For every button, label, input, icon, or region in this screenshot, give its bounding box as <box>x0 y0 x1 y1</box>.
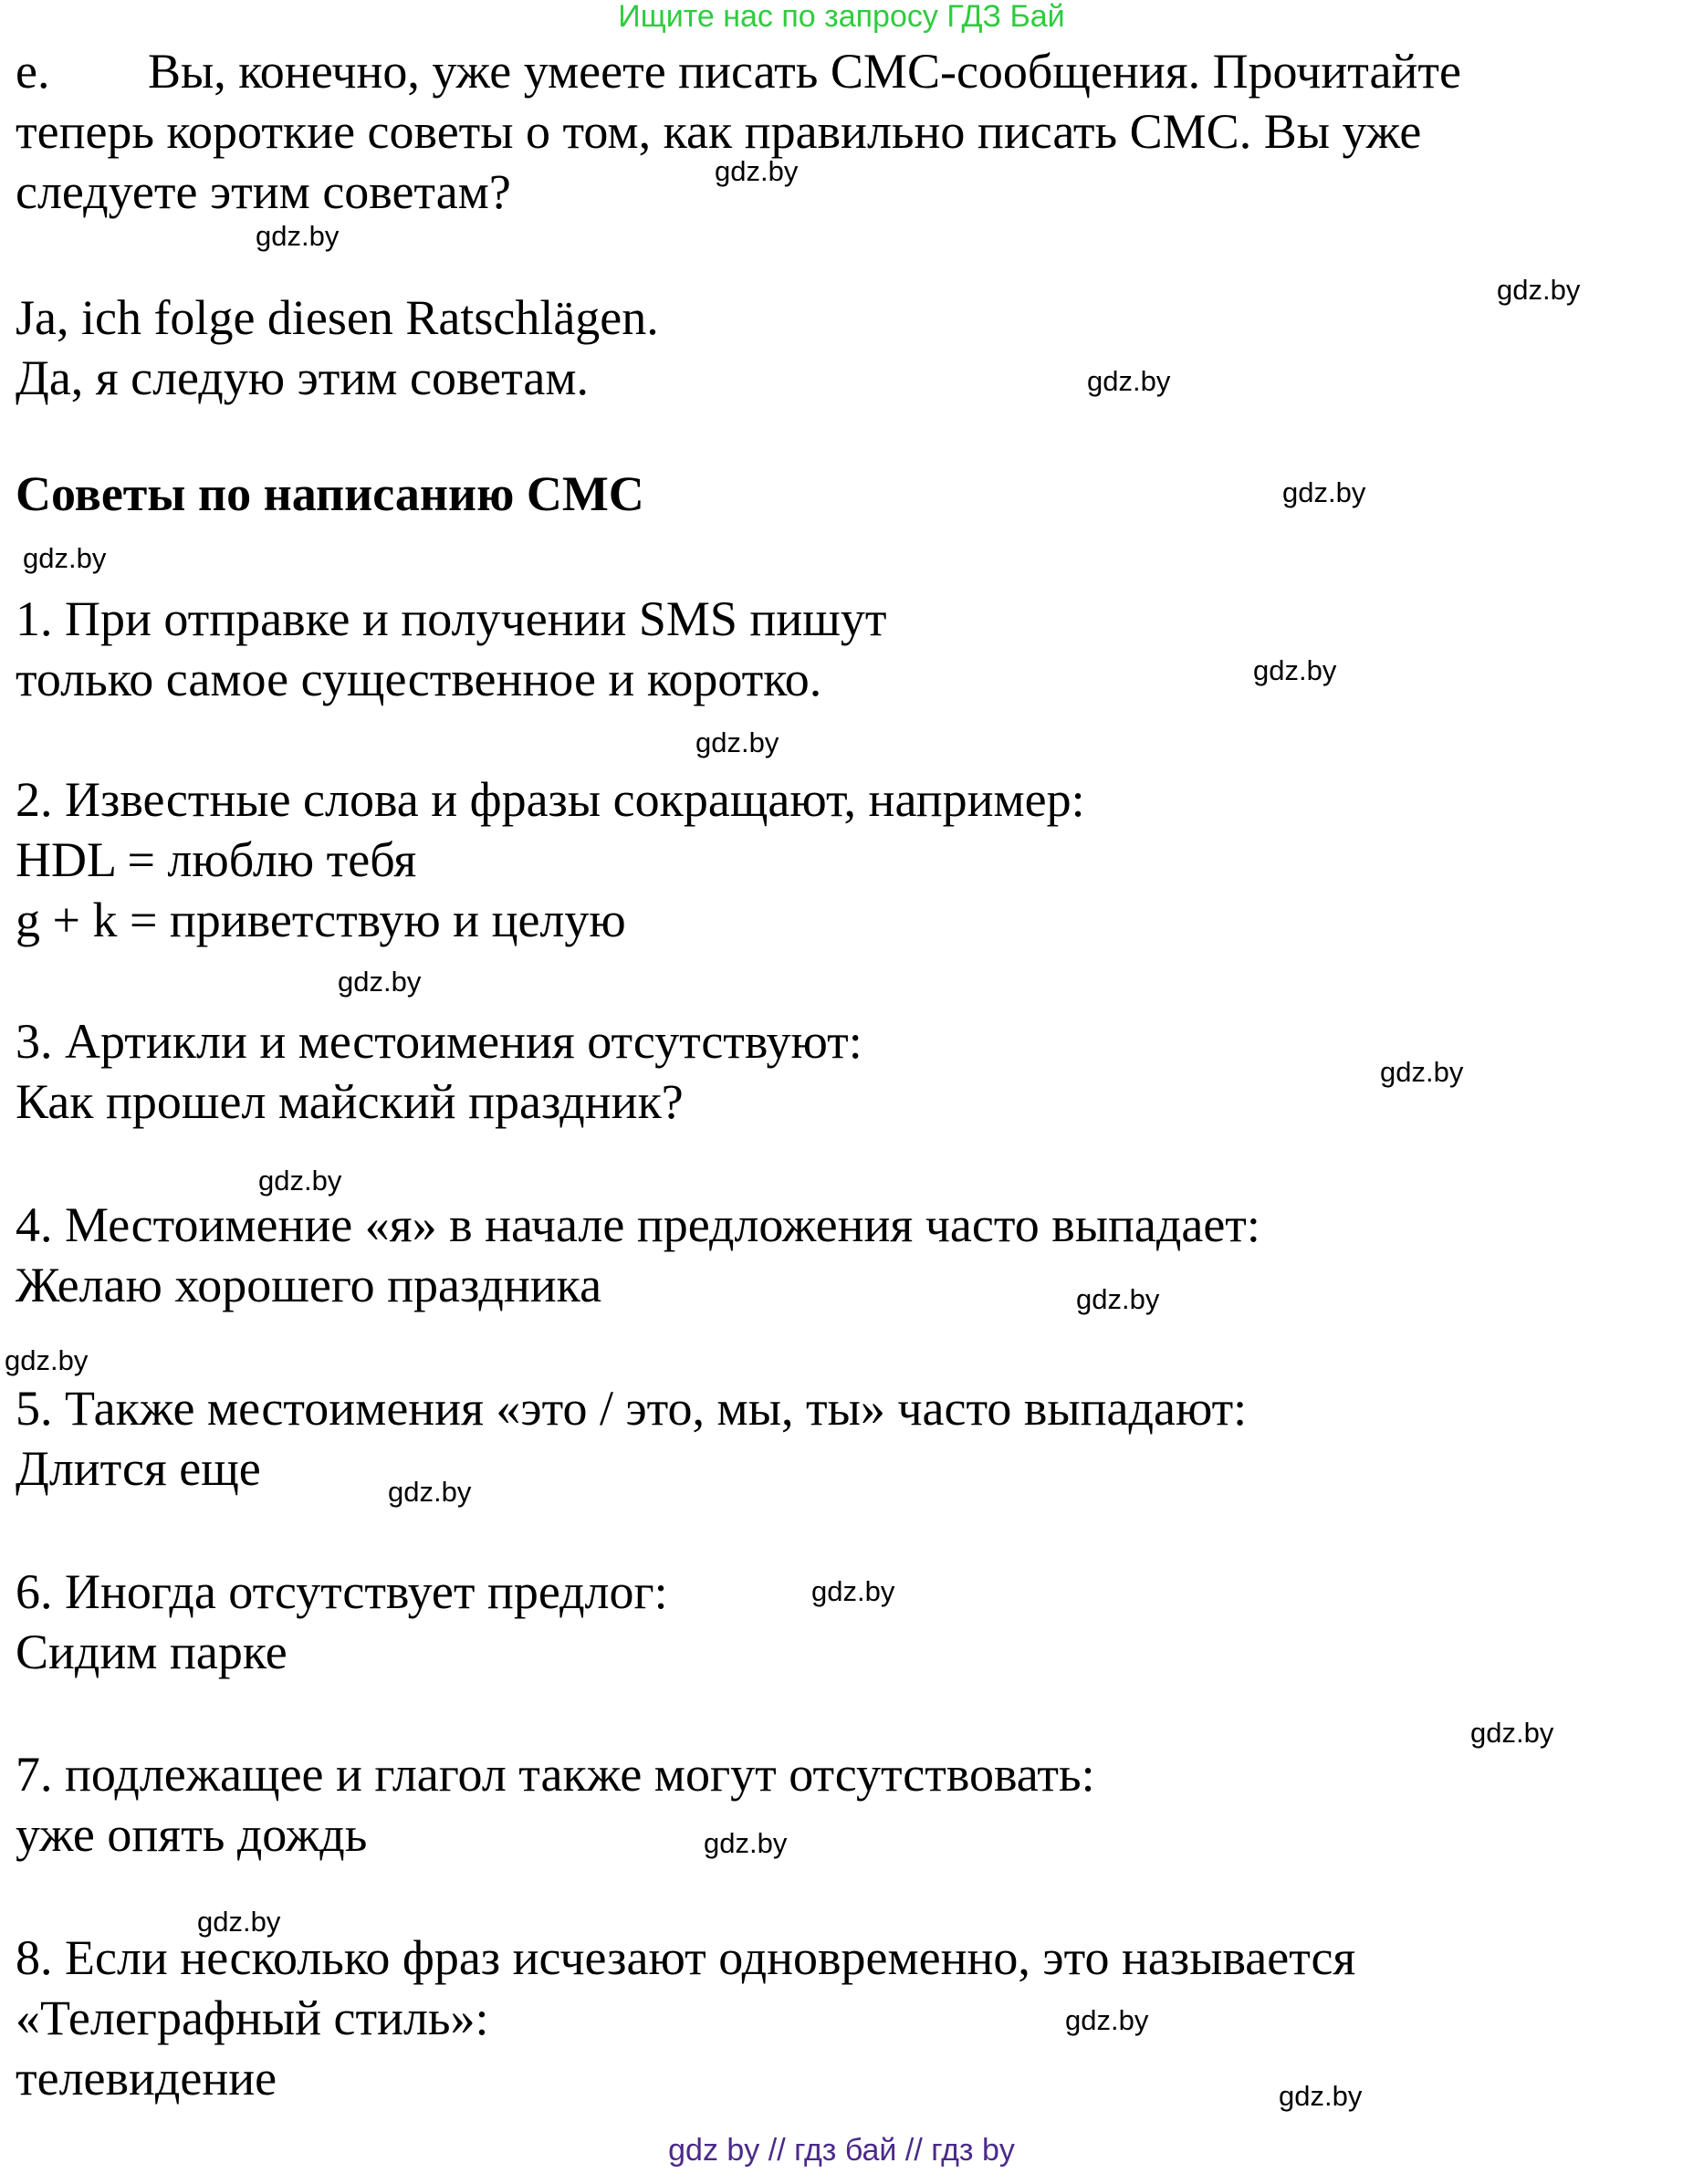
tip-5-line-2: Длится еще <box>16 1441 261 1496</box>
answer-german: Ja, ich folge diesen Ratschlägen. <box>16 290 659 345</box>
watermark: gdz.by <box>1253 654 1337 686</box>
tip-3-line-2: Как прошел майский праздник? <box>16 1074 684 1129</box>
footer-links[interactable]: gdz by // гдз бай // гдз by <box>668 2133 1015 2168</box>
tip-6-line-2: Сидим парке <box>16 1625 287 1679</box>
task-prompt-line-3: следуете этим советам? <box>16 164 511 219</box>
watermark: gdz.by <box>23 542 107 574</box>
watermark: gdz.by <box>1076 1283 1160 1315</box>
watermark: gdz.by <box>1065 2004 1149 2036</box>
watermark: gdz.by <box>256 220 340 252</box>
watermark: gdz.by <box>1279 2080 1363 2112</box>
watermark: gdz.by <box>1497 274 1581 306</box>
tip-1-line-2: только самое существенное и коротко. <box>16 652 822 706</box>
task-prompt-line-2: теперь короткие советы о том, как правильно писать СМС. Вы уже <box>16 104 1422 159</box>
task-prompt-line-1 <box>16 41 1461 101</box>
tip-2-line-2: HDL = люблю тебя <box>16 832 417 887</box>
watermark: gdz.by <box>695 726 779 758</box>
answer-russian: Да, я следую этим советам. <box>16 350 589 405</box>
tip-8-line-2: «Телеграфный стиль»: <box>16 1991 489 2045</box>
section-title: Советы по написанию СМС <box>16 466 644 521</box>
watermark: gdz.by <box>704 1827 788 1859</box>
watermark: gdz.by <box>811 1575 895 1607</box>
task-prompt-text-1: Вы, конечно, уже умеете писать СМС-сообщения. Прочитайте <box>148 44 1461 99</box>
watermark: gdz.by <box>5 1344 89 1376</box>
tip-6-line-1: 6. Иногда отсутствует предлог: <box>16 1564 668 1619</box>
watermark: gdz.by <box>1282 476 1366 508</box>
tip-7-line-2: уже опять дождь <box>16 1807 368 1862</box>
watermark: gdz.by <box>1380 1056 1464 1088</box>
watermark: gdz.by <box>1087 365 1171 397</box>
watermark: gdz.by <box>338 966 422 998</box>
tip-7-line-1: 7. подлежащее и глагол также могут отсутствовать: <box>16 1747 1095 1802</box>
tip-5-line-1: 5. Также местоимения «это / это, мы, ты» часто выпадают: <box>16 1381 1248 1436</box>
watermark: gdz.by <box>1470 1717 1554 1749</box>
task-label: e. <box>16 44 50 99</box>
tip-8-line-1: 8. Если несколько фраз исчезают одновременно, это называется <box>16 1930 1356 1985</box>
tip-2-line-1: 2. Известные слова и фразы сокращают, например: <box>16 772 1085 827</box>
watermark: gdz.by <box>715 155 799 187</box>
header-banner[interactable]: Ищите нас по запросу ГДЗ Бай <box>618 0 1065 34</box>
tip-4-line-1: 4. Местоимение «я» в начале предложения часто выпадает: <box>16 1197 1260 1252</box>
tip-2-line-3: g + k = приветствую и целую <box>16 893 626 947</box>
tip-8-line-3: телевидение <box>16 2051 277 2106</box>
watermark: gdz.by <box>258 1165 342 1196</box>
tip-1-line-1: 1. При отправке и получении SMS пишут <box>16 591 887 646</box>
watermark: gdz.by <box>388 1476 472 1508</box>
tip-3-line-1: 3. Артикли и местоимения отсутствуют: <box>16 1014 862 1069</box>
watermark: gdz.by <box>197 1906 281 1938</box>
tip-4-line-2: Желаю хорошего праздника <box>16 1258 602 1312</box>
